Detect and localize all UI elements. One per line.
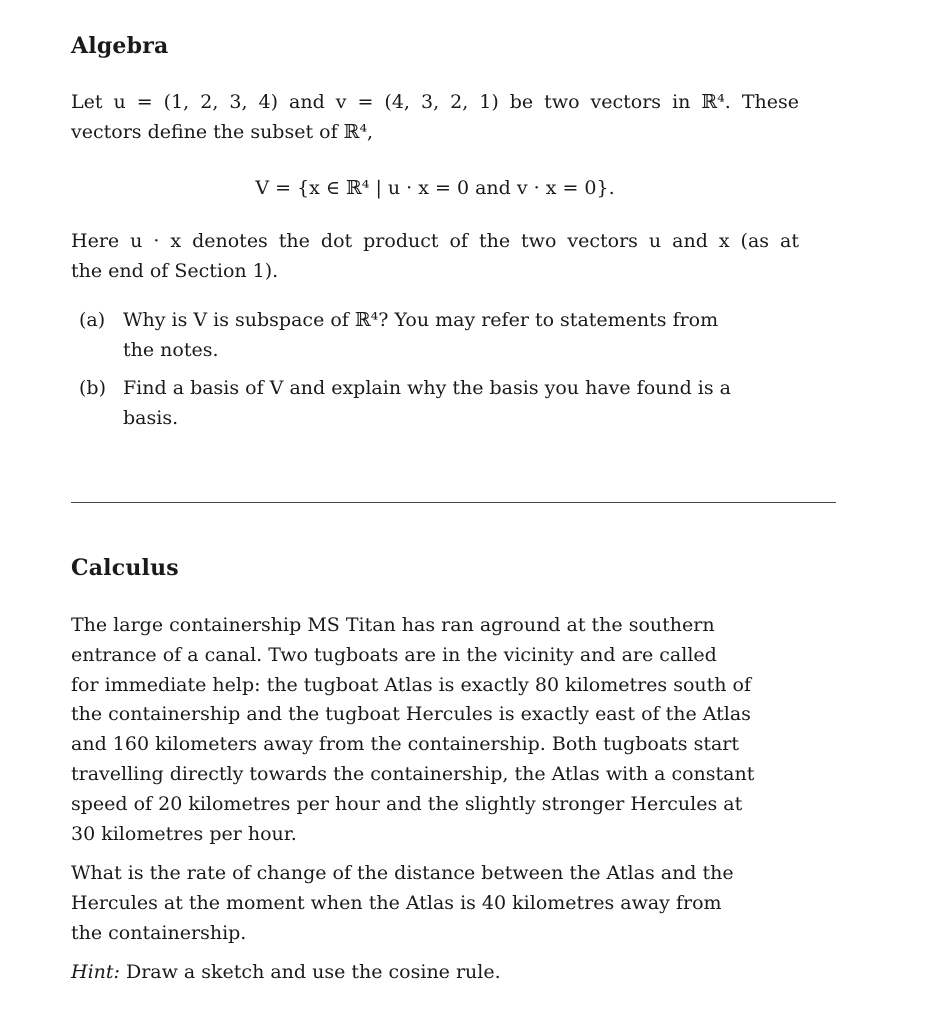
set-definition-formula: V = {x ∈ ℝ⁴ | u · x = 0 and v · x = 0}. (255, 177, 615, 199)
hint-label: Hint: (71, 961, 120, 983)
calculus-problem-line: travelling directly towards the containership, the Atlas with a constant (71, 762, 755, 785)
hint-text: Draw a sketch and use the cosine rule. (125, 961, 501, 983)
algebra-intro-line: vectors define the subset of ℝ⁴, (71, 120, 374, 143)
calculus-heading: Calculus (71, 555, 179, 581)
algebra-intro (71, 88, 799, 148)
dot-product-note-line: the end of Section 1). (71, 259, 279, 282)
algebra-intro-line: Let u = (1, 2, 3, 4) and v = (4, 3, 2, 1) be two vectors in ℝ⁴. These (71, 91, 799, 113)
calculus-problem-line: the containership and the tugboat Hercules is exactly east of the Atlas (71, 703, 751, 726)
calculus-problem-line: entrance of a canal. Two tugboats are in the vicinity and are called (71, 643, 717, 666)
dot-product-note-line: Here u · x denotes the dot product of the two vectors u and x (as at (71, 230, 799, 252)
calculus-hint (71, 958, 799, 988)
calculus-question-line: Hercules at the moment when the Atlas is 40 kilometres away from (71, 891, 722, 914)
question-label-a: (a) (79, 309, 106, 331)
algebra-heading: Algebra (71, 33, 169, 59)
calculus-problem-line: The large containership MS Titan has ran aground at the southern (71, 614, 715, 636)
calculus-problem-line: speed of 20 kilometres per hour and the slightly stronger Hercules at (71, 792, 743, 815)
calculus-question-line: the containership. (71, 921, 247, 944)
question-text-a-line: the notes. (123, 338, 219, 361)
calculus-hint-line (71, 958, 799, 988)
section-divider (71, 502, 836, 503)
calculus-problem-line: and 160 kilometers away from the containership. Both tugboats start (71, 733, 740, 756)
dot-product-note (71, 227, 799, 287)
question-text-a-line: Why is V is subspace of ℝ⁴? You may refer to statements from (123, 309, 719, 331)
question-text-b-line: basis. (123, 406, 179, 429)
calculus-problem-line: for immediate help: the tugboat Atlas is exactly 80 kilometres south of (71, 673, 752, 696)
calculus-question (71, 859, 799, 948)
question-label-b: (b) (79, 377, 106, 399)
calculus-problem-line: 30 kilometres per hour. (71, 822, 297, 845)
calculus-question-line: What is the rate of change of the distance between the Atlas and the (71, 862, 734, 884)
calculus-problem (71, 611, 799, 849)
question-text-b-line: Find a basis of V and explain why the basis you have found is a (123, 377, 731, 399)
